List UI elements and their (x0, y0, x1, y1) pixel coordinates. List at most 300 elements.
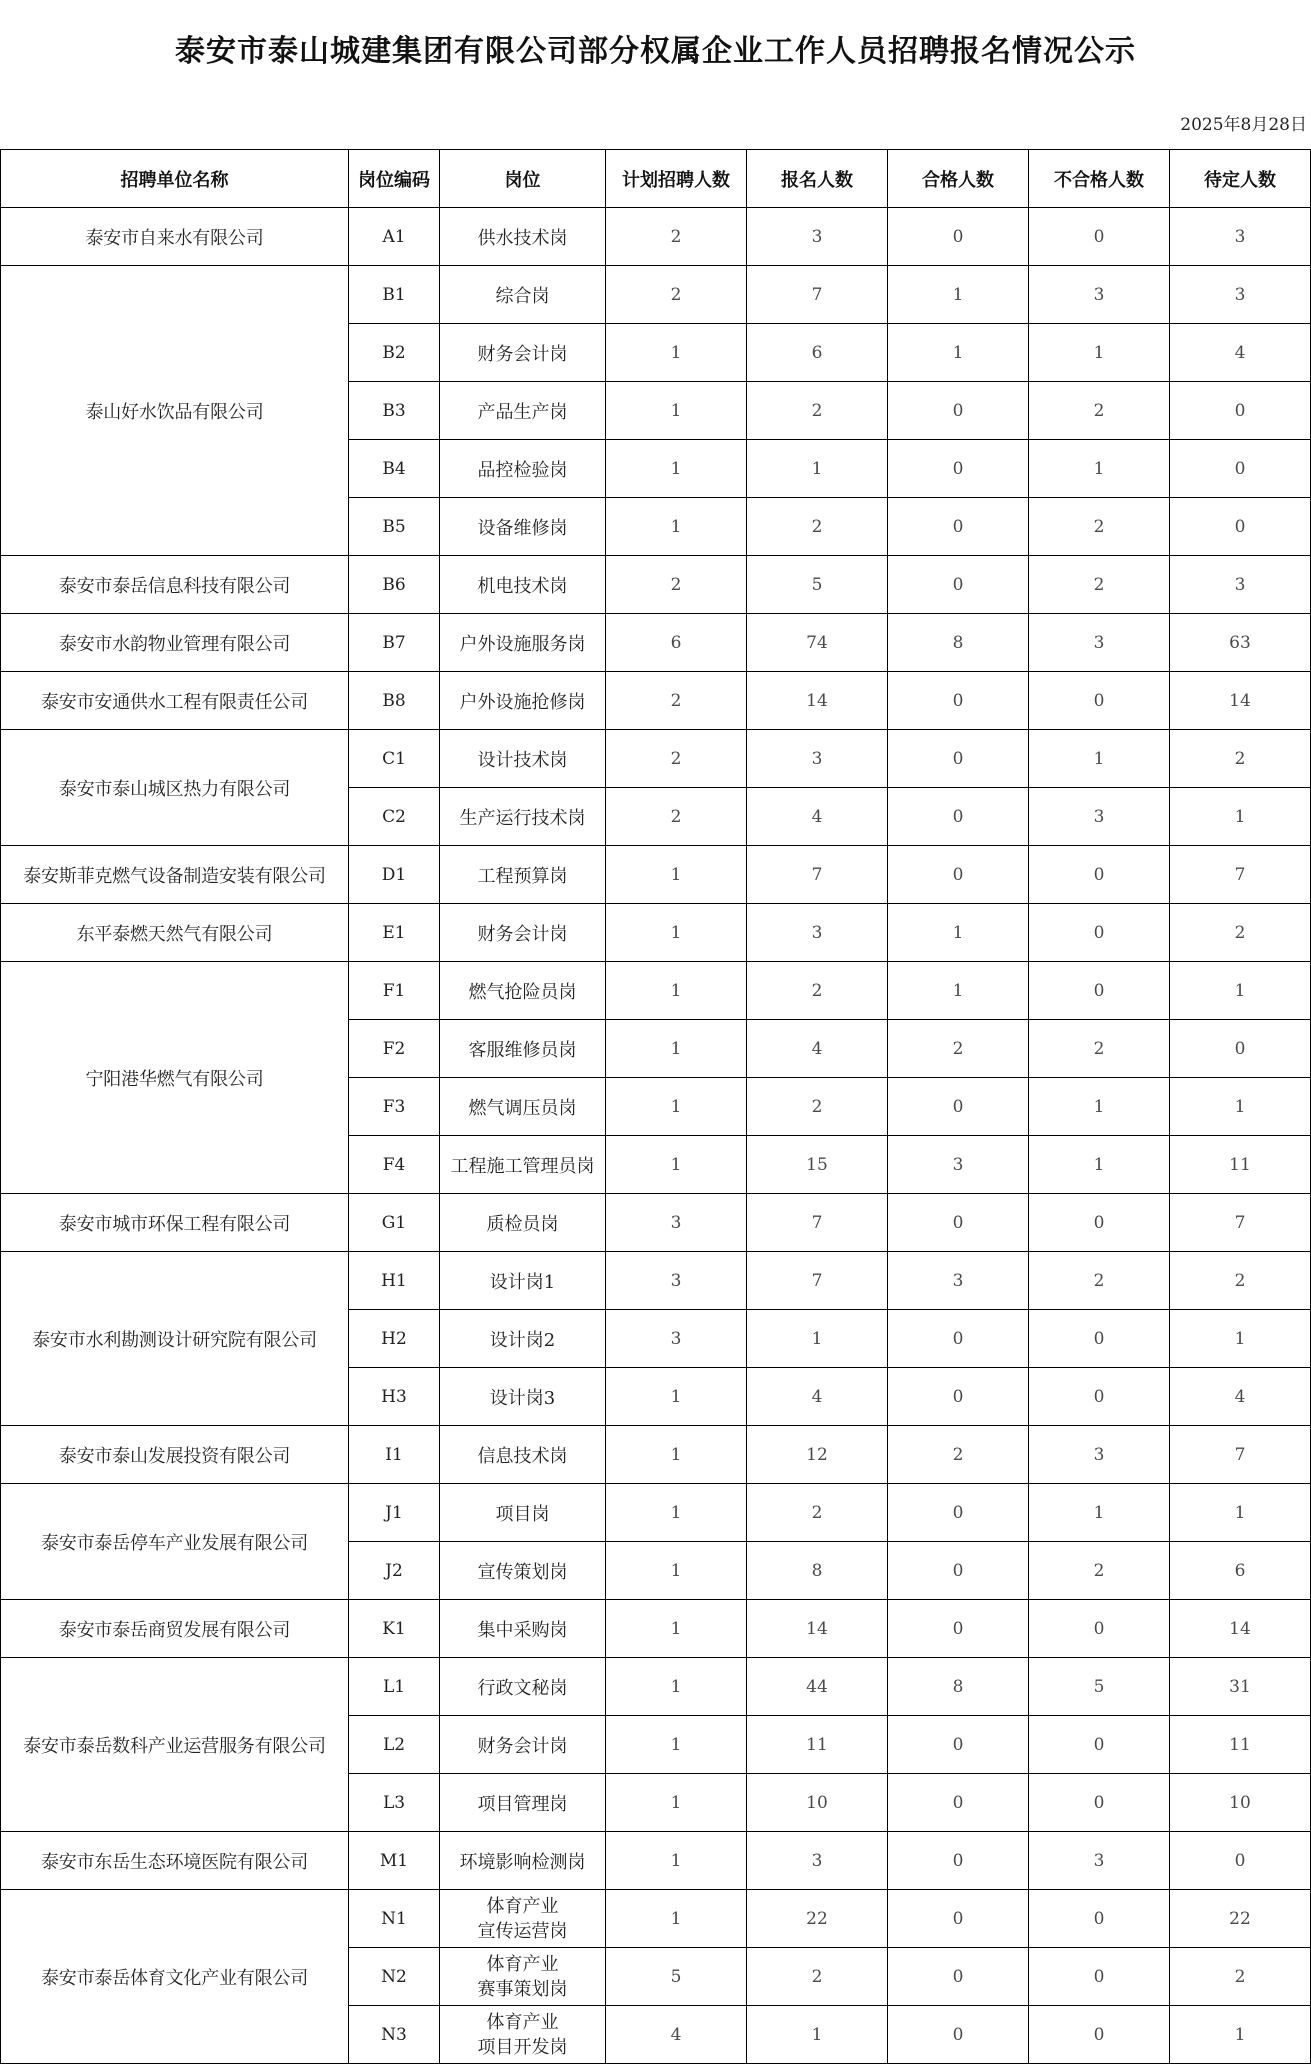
unit-name: 泰安市自来水有限公司 (1, 208, 349, 266)
table-row (1, 1890, 1311, 1948)
pending-count: 2 (1170, 1948, 1311, 2006)
planned-count: 3 (606, 1252, 747, 1310)
planned-count: 3 (606, 1194, 747, 1252)
planned-count: 1 (606, 1020, 747, 1078)
table-row (1, 266, 1311, 324)
position-name-line: 品控检验岗 (477, 459, 568, 481)
pending-count: 0 (1170, 498, 1311, 556)
position-name-line: 集中采购岗 (477, 1619, 568, 1641)
unqualified-count: 0 (1029, 672, 1170, 730)
pending-count: 1 (1170, 788, 1311, 846)
position-name-line: 户外设施抢修岗 (459, 691, 586, 713)
position-name (440, 1542, 606, 1600)
position-name (440, 440, 606, 498)
position-name-line: 生产运行技术岗 (459, 807, 586, 829)
applied-count: 1 (747, 1310, 888, 1368)
qualified-count: 0 (888, 382, 1029, 440)
position-name (440, 1194, 606, 1252)
planned-count: 2 (606, 556, 747, 614)
qualified-count: 0 (888, 1310, 1029, 1368)
position-name-line: 财务会计岗 (477, 1735, 568, 1757)
pending-count: 14 (1170, 1600, 1311, 1658)
position-name-line: 工程施工管理员岗 (450, 1155, 595, 1177)
table-row (1, 1194, 1311, 1252)
page-title: 泰安市泰山城建集团有限公司部分权属企业工作人员招聘报名情况公示 (175, 34, 1136, 69)
header-code: 岗位编码 (349, 150, 440, 208)
table-row (1, 1832, 1311, 1890)
table-row (1, 1252, 1311, 1310)
qualified-count: 0 (888, 1484, 1029, 1542)
qualified-count: 2 (888, 1020, 1029, 1078)
applied-count: 15 (747, 1136, 888, 1194)
planned-count: 1 (606, 1600, 747, 1658)
applied-count: 4 (747, 1020, 888, 1078)
position-name (440, 556, 606, 614)
applied-count: 2 (747, 1078, 888, 1136)
position-name-line: 项目岗 (495, 1503, 550, 1525)
planned-count: 1 (606, 1890, 747, 1948)
planned-count: 1 (606, 962, 747, 1020)
position-name-line: 设计技术岗 (477, 749, 568, 771)
applied-count: 6 (747, 324, 888, 382)
position-name (440, 846, 606, 904)
pending-count: 11 (1170, 1136, 1311, 1194)
planned-count: 2 (606, 672, 747, 730)
pending-count: 3 (1170, 266, 1311, 324)
applied-count: 2 (747, 382, 888, 440)
table-row (1, 614, 1311, 672)
unqualified-count: 0 (1029, 1716, 1170, 1774)
unqualified-count: 2 (1029, 556, 1170, 614)
planned-count: 1 (606, 1136, 747, 1194)
position-code: F1 (349, 962, 440, 1020)
position-name (440, 1600, 606, 1658)
position-name-line: 体育产业 (486, 1953, 559, 1975)
planned-count: 1 (606, 498, 747, 556)
unqualified-count: 1 (1029, 1484, 1170, 1542)
position-name (440, 904, 606, 962)
position-name (440, 382, 606, 440)
unqualified-count: 0 (1029, 208, 1170, 266)
unqualified-count: 0 (1029, 1310, 1170, 1368)
position-code: B4 (349, 440, 440, 498)
unqualified-count: 1 (1029, 1078, 1170, 1136)
pending-count: 0 (1170, 1020, 1311, 1078)
position-name-line: 质检员岗 (486, 1213, 559, 1235)
planned-count: 5 (606, 1948, 747, 2006)
unqualified-count: 0 (1029, 1774, 1170, 1832)
applied-count: 5 (747, 556, 888, 614)
unqualified-count: 0 (1029, 1948, 1170, 2006)
applied-count: 7 (747, 1252, 888, 1310)
qualified-count: 0 (888, 1542, 1029, 1600)
table-row (1, 672, 1311, 730)
planned-count: 1 (606, 440, 747, 498)
pending-count: 4 (1170, 1368, 1311, 1426)
table-row (1, 904, 1311, 962)
unqualified-count: 3 (1029, 1832, 1170, 1890)
qualified-count: 0 (888, 1716, 1029, 1774)
qualified-count: 1 (888, 324, 1029, 382)
position-name (440, 1716, 606, 1774)
pending-count: 1 (1170, 2006, 1311, 2064)
pending-count: 10 (1170, 1774, 1311, 1832)
position-name (440, 614, 606, 672)
unit-name: 泰安市泰岳体育文化产业有限公司 (1, 1890, 349, 2064)
position-name-line: 项目管理岗 (477, 1793, 568, 1815)
unqualified-count: 2 (1029, 1020, 1170, 1078)
position-name-line: 户外设施服务岗 (459, 633, 586, 655)
pending-count: 63 (1170, 614, 1311, 672)
unqualified-count: 0 (1029, 1600, 1170, 1658)
table-row (1, 730, 1311, 788)
qualified-count: 8 (888, 614, 1029, 672)
position-name (440, 962, 606, 1020)
position-code: H1 (349, 1252, 440, 1310)
qualified-count: 0 (888, 846, 1029, 904)
applied-count: 14 (747, 672, 888, 730)
applied-count: 4 (747, 788, 888, 846)
applied-count: 3 (747, 904, 888, 962)
planned-count: 2 (606, 208, 747, 266)
qualified-count: 0 (888, 440, 1029, 498)
position-code: F4 (349, 1136, 440, 1194)
applied-count: 22 (747, 1890, 888, 1948)
applied-count: 2 (747, 1948, 888, 2006)
unit-name: 泰安市泰山发展投资有限公司 (1, 1426, 349, 1484)
position-code: A1 (349, 208, 440, 266)
pending-count: 2 (1170, 1252, 1311, 1310)
pending-count: 11 (1170, 1716, 1311, 1774)
planned-count: 1 (606, 1078, 747, 1136)
unit-name: 泰安市泰岳数科产业运营服务有限公司 (1, 1658, 349, 1832)
position-name-line: 燃气抢险员岗 (468, 981, 577, 1003)
unit-name: 泰安市泰山城区热力有限公司 (1, 730, 349, 846)
pending-count: 2 (1170, 730, 1311, 788)
planned-count: 1 (606, 382, 747, 440)
applied-count: 10 (747, 1774, 888, 1832)
unit-name: 泰安斯菲克燃气设备制造安装有限公司 (1, 846, 349, 904)
publish-date: 2025年8月28日 (1180, 115, 1307, 135)
planned-count: 1 (606, 904, 747, 962)
position-code: H2 (349, 1310, 440, 1368)
position-name-line: 财务会计岗 (477, 343, 568, 365)
position-name (440, 1658, 606, 1716)
pending-count: 3 (1170, 208, 1311, 266)
planned-count: 3 (606, 1310, 747, 1368)
position-name-line: 设计岗3 (489, 1387, 556, 1409)
unqualified-count: 2 (1029, 382, 1170, 440)
position-code: B1 (349, 266, 440, 324)
position-name (440, 1252, 606, 1310)
unqualified-count: 0 (1029, 1890, 1170, 1948)
position-code: B8 (349, 672, 440, 730)
pending-count: 7 (1170, 1194, 1311, 1252)
qualified-count: 1 (888, 266, 1029, 324)
pending-count: 1 (1170, 1484, 1311, 1542)
position-code: C2 (349, 788, 440, 846)
applied-count: 2 (747, 498, 888, 556)
position-code: K1 (349, 1600, 440, 1658)
qualified-count: 3 (888, 1136, 1029, 1194)
position-code: B7 (349, 614, 440, 672)
unqualified-count: 1 (1029, 730, 1170, 788)
applied-count: 3 (747, 730, 888, 788)
unqualified-count: 0 (1029, 2006, 1170, 2064)
position-name-line: 设计岗1 (489, 1271, 556, 1293)
planned-count: 2 (606, 788, 747, 846)
position-code: L2 (349, 1716, 440, 1774)
header-qualified: 合格人数 (888, 150, 1029, 208)
header-applied: 报名人数 (747, 150, 888, 208)
pending-count: 31 (1170, 1658, 1311, 1716)
position-name-line: 行政文秘岗 (477, 1677, 568, 1699)
position-code: D1 (349, 846, 440, 904)
position-name-line: 设计岗2 (489, 1329, 556, 1351)
position-name (440, 1832, 606, 1890)
pending-count: 0 (1170, 382, 1311, 440)
pending-count: 1 (1170, 1310, 1311, 1368)
position-name (440, 324, 606, 382)
pending-count: 1 (1170, 1078, 1311, 1136)
position-code: E1 (349, 904, 440, 962)
position-name-line: 体育产业 (486, 2011, 559, 2033)
table-row (1, 962, 1311, 1020)
position-code: F3 (349, 1078, 440, 1136)
qualified-count: 0 (888, 556, 1029, 614)
unit-name: 泰山好水饮品有限公司 (1, 266, 349, 556)
qualified-count: 0 (888, 208, 1029, 266)
position-name-line: 宣传运营岗 (477, 1920, 568, 1942)
applied-count: 74 (747, 614, 888, 672)
position-name (440, 266, 606, 324)
qualified-count: 0 (888, 1948, 1029, 2006)
pending-count: 1 (1170, 962, 1311, 1020)
applied-count: 7 (747, 1194, 888, 1252)
header-pending: 待定人数 (1170, 150, 1311, 208)
qualified-count: 0 (888, 1368, 1029, 1426)
table-body (1, 208, 1311, 2064)
table-row (1, 1658, 1311, 1716)
qualified-count: 0 (888, 672, 1029, 730)
unqualified-count: 3 (1029, 614, 1170, 672)
pending-count: 0 (1170, 440, 1311, 498)
unit-name: 泰安市泰岳信息科技有限公司 (1, 556, 349, 614)
planned-count: 4 (606, 2006, 747, 2064)
pending-count: 7 (1170, 1426, 1311, 1484)
position-code: N3 (349, 2006, 440, 2064)
applied-count: 7 (747, 846, 888, 904)
unqualified-count: 0 (1029, 904, 1170, 962)
planned-count: 1 (606, 846, 747, 904)
position-code: I1 (349, 1426, 440, 1484)
applied-count: 2 (747, 1484, 888, 1542)
applied-count: 14 (747, 1600, 888, 1658)
qualified-count: 2 (888, 1426, 1029, 1484)
position-code: N2 (349, 1948, 440, 2006)
position-name-line: 环境影响检测岗 (459, 1851, 586, 1873)
position-name (440, 208, 606, 266)
planned-count: 1 (606, 1542, 747, 1600)
unit-name: 东平泰燃天然气有限公司 (1, 904, 349, 962)
applied-count: 3 (747, 208, 888, 266)
planned-count: 1 (606, 1658, 747, 1716)
applied-count: 2 (747, 962, 888, 1020)
unit-name: 泰安市水利勘测设计研究院有限公司 (1, 1252, 349, 1426)
unqualified-count: 0 (1029, 1368, 1170, 1426)
table-row (1, 208, 1311, 266)
applied-count: 8 (747, 1542, 888, 1600)
position-name (440, 1310, 606, 1368)
unqualified-count: 2 (1029, 498, 1170, 556)
qualified-count: 0 (888, 1774, 1029, 1832)
unqualified-count: 0 (1029, 962, 1170, 1020)
position-code: J1 (349, 1484, 440, 1542)
position-name-line: 供水技术岗 (477, 227, 568, 249)
table-row (1, 556, 1311, 614)
table-row (1, 1426, 1311, 1484)
position-code: B6 (349, 556, 440, 614)
unqualified-count: 3 (1029, 788, 1170, 846)
position-name (440, 1368, 606, 1426)
position-code: B2 (349, 324, 440, 382)
table-row (1, 1484, 1311, 1542)
position-code: B5 (349, 498, 440, 556)
qualified-count: 0 (888, 788, 1029, 846)
position-name (440, 1136, 606, 1194)
position-name-line: 财务会计岗 (477, 923, 568, 945)
position-name-line: 设备维修岗 (477, 517, 568, 539)
unqualified-count: 5 (1029, 1658, 1170, 1716)
planned-count: 1 (606, 1484, 747, 1542)
pending-count: 4 (1170, 324, 1311, 382)
unit-name: 泰安市城市环保工程有限公司 (1, 1194, 349, 1252)
table-row (1, 1600, 1311, 1658)
position-code: G1 (349, 1194, 440, 1252)
position-name (440, 2006, 606, 2064)
pending-count: 22 (1170, 1890, 1311, 1948)
qualified-count: 8 (888, 1658, 1029, 1716)
qualified-count: 1 (888, 962, 1029, 1020)
pending-count: 0 (1170, 1832, 1311, 1890)
qualified-count: 3 (888, 1252, 1029, 1310)
unqualified-count: 1 (1029, 324, 1170, 382)
header-unqualified: 不合格人数 (1029, 150, 1170, 208)
applied-count: 1 (747, 2006, 888, 2064)
pending-count: 3 (1170, 556, 1311, 614)
unqualified-count: 2 (1029, 1252, 1170, 1310)
unqualified-count: 3 (1029, 1426, 1170, 1484)
table-header-row (1, 150, 1311, 208)
position-code: H3 (349, 1368, 440, 1426)
table-row (1, 846, 1311, 904)
header-unit: 招聘单位名称 (1, 150, 349, 208)
position-code: L3 (349, 1774, 440, 1832)
qualified-count: 0 (888, 1600, 1029, 1658)
unqualified-count: 0 (1029, 846, 1170, 904)
position-name-line: 燃气调压员岗 (468, 1097, 577, 1119)
position-code: F2 (349, 1020, 440, 1078)
pending-count: 7 (1170, 846, 1311, 904)
position-code: L1 (349, 1658, 440, 1716)
position-code: C1 (349, 730, 440, 788)
qualified-count: 0 (888, 2006, 1029, 2064)
unqualified-count: 0 (1029, 1194, 1170, 1252)
position-name-line: 产品生产岗 (477, 401, 568, 423)
unit-name: 泰安市东岳生态环境医院有限公司 (1, 1832, 349, 1890)
position-name (440, 1426, 606, 1484)
unqualified-count: 3 (1029, 266, 1170, 324)
position-name (440, 672, 606, 730)
applied-count: 3 (747, 1832, 888, 1890)
planned-count: 1 (606, 1426, 747, 1484)
position-name (440, 1484, 606, 1542)
header-position: 岗位 (440, 150, 606, 208)
planned-count: 1 (606, 1774, 747, 1832)
position-name-line: 宣传策划岗 (477, 1561, 568, 1583)
position-name-line: 体育产业 (486, 1895, 559, 1917)
position-name-line: 赛事策划岗 (477, 1978, 568, 2000)
position-name (440, 1078, 606, 1136)
position-name-line: 机电技术岗 (477, 575, 568, 597)
planned-count: 1 (606, 1832, 747, 1890)
unqualified-count: 1 (1029, 1136, 1170, 1194)
unit-name: 泰安市泰岳商贸发展有限公司 (1, 1600, 349, 1658)
unit-name: 泰安市安通供水工程有限责任公司 (1, 672, 349, 730)
pending-count: 14 (1170, 672, 1311, 730)
position-name (440, 730, 606, 788)
qualified-count: 0 (888, 1194, 1029, 1252)
header-planned: 计划招聘人数 (606, 150, 747, 208)
position-name (440, 498, 606, 556)
applied-count: 11 (747, 1716, 888, 1774)
position-name (440, 1774, 606, 1832)
applied-count: 12 (747, 1426, 888, 1484)
pending-count: 6 (1170, 1542, 1311, 1600)
position-name (440, 788, 606, 846)
position-name (440, 1890, 606, 1948)
qualified-count: 0 (888, 1832, 1029, 1890)
unit-name: 泰安市水韵物业管理有限公司 (1, 614, 349, 672)
unqualified-count: 1 (1029, 440, 1170, 498)
position-code: M1 (349, 1832, 440, 1890)
qualified-count: 0 (888, 1890, 1029, 1948)
planned-count: 2 (606, 730, 747, 788)
position-name-line: 客服维修员岗 (468, 1039, 577, 1061)
recruitment-table (0, 149, 1311, 2064)
unit-name: 宁阳港华燃气有限公司 (1, 962, 349, 1194)
position-name-line: 工程预算岗 (477, 865, 568, 887)
qualified-count: 1 (888, 904, 1029, 962)
position-name-line: 项目开发岗 (477, 2036, 568, 2058)
position-code: N1 (349, 1890, 440, 1948)
applied-count: 4 (747, 1368, 888, 1426)
position-name (440, 1948, 606, 2006)
position-name-line: 综合岗 (495, 285, 550, 307)
planned-count: 1 (606, 1368, 747, 1426)
unqualified-count: 2 (1029, 1542, 1170, 1600)
planned-count: 1 (606, 324, 747, 382)
unit-name: 泰安市泰岳停车产业发展有限公司 (1, 1484, 349, 1600)
position-name (440, 1020, 606, 1078)
applied-count: 1 (747, 440, 888, 498)
planned-count: 1 (606, 1716, 747, 1774)
position-code: J2 (349, 1542, 440, 1600)
position-code: B3 (349, 382, 440, 440)
position-name-line: 信息技术岗 (477, 1445, 568, 1467)
qualified-count: 0 (888, 730, 1029, 788)
planned-count: 6 (606, 614, 747, 672)
